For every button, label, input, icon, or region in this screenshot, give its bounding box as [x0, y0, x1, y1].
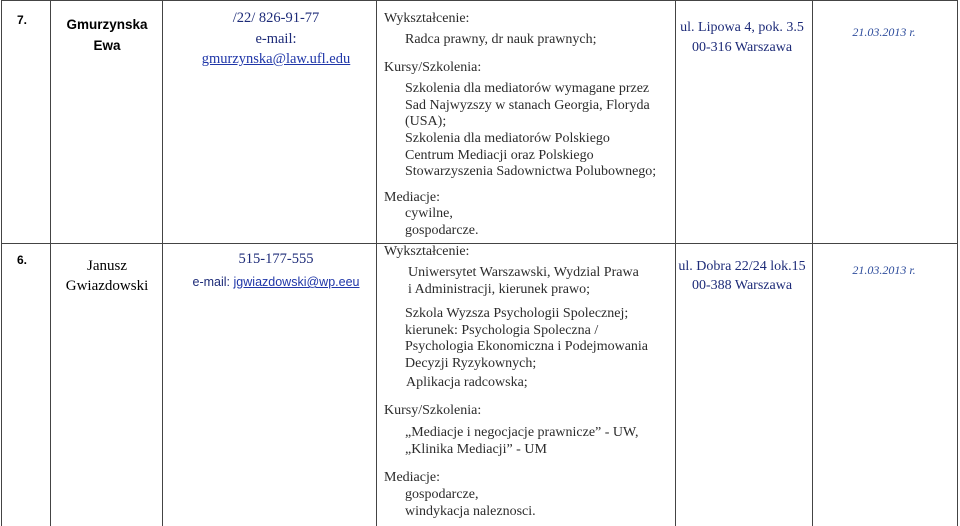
email-line — [176, 274, 376, 290]
course-line: „Klinika Mediacji” - UM — [405, 442, 547, 457]
education-line: Psychologia Ekonomiczna i Podejmowania — [405, 339, 649, 354]
street-address: ul. Lipowa 4, pok. 3.5 — [680, 20, 804, 35]
education-line: Szkola Wyzsza Psychologii Spolecznej; — [405, 306, 629, 321]
course-line: Szkolenia dla mediatorów Polskiego — [405, 131, 610, 146]
mediation-line: cywilne, — [405, 206, 453, 221]
phone-number: 515-177-555 — [238, 251, 314, 267]
education-label: Wykształcenie: — [384, 244, 470, 259]
column-divider — [376, 0, 377, 526]
first-name: Ewa — [93, 38, 121, 53]
postal-city: 00-316 Warszawa — [691, 40, 793, 55]
row-number: 7. — [17, 13, 28, 27]
first-name: Janusz — [87, 258, 127, 274]
education-line: i Administracji, kierunek prawo; — [408, 282, 590, 297]
course-line: „Mediacje i negocjacje prawnicze” - UW, — [405, 425, 639, 440]
courses-label: Kursy/Szkolenia: — [384, 60, 482, 75]
table-left-border — [1, 0, 2, 526]
mediation-line: gospodarcze, — [405, 487, 479, 502]
course-line: Szkolenia dla mediatorów wymagane przez — [405, 81, 650, 96]
education-line: Uniwersytet Warszawski, Wydzial Prawa — [408, 265, 639, 280]
phone-number: /22/ 826-91-77 — [232, 10, 320, 26]
street-address: ul. Dobra 22/24 lok.15 — [678, 259, 806, 274]
email-label: e-mail: — [192, 275, 231, 289]
mediation-label: Mediacje: — [384, 190, 440, 205]
mediation-line: gospodarcze. — [405, 223, 479, 238]
email-link[interactable]: jgwiazdowski@wp.eeu — [233, 275, 360, 289]
education-label: Wykształcenie: — [384, 11, 470, 26]
row-number: 6. — [17, 253, 28, 267]
email-link[interactable]: gmurzynska@law.ufl.edu — [201, 51, 351, 67]
education-line: Radca prawny, dr nauk prawnych; — [405, 32, 597, 47]
row-separator — [1, 243, 958, 244]
course-line: Stowarzyszenia Sadownictwa Polubownego; — [405, 164, 657, 179]
mediation-label: Mediacje: — [384, 470, 440, 485]
course-line: Sad Najwyzszy w stanach Georgia, Floryda — [405, 98, 650, 113]
postal-city: 00-388 Warszawa — [691, 278, 793, 293]
entry-date: 21.03.2013 r. — [852, 25, 916, 39]
surname: Gwiazdowski — [65, 278, 149, 294]
courses-label: Kursy/Szkolenia: — [384, 403, 482, 418]
mediation-line: windykacja naleznosci. — [405, 504, 536, 519]
table-right-border — [957, 0, 958, 526]
surname: Gmurzynska — [66, 17, 148, 32]
entry-date: 21.03.2013 r. — [852, 263, 916, 277]
table-top-border — [1, 0, 958, 1]
course-line: Centrum Mediacji oraz Polskiego — [405, 148, 594, 163]
course-line: (USA); — [405, 114, 447, 129]
education-line: Aplikacja radcowska; — [406, 375, 528, 390]
email-label: e-mail: — [255, 31, 297, 47]
education-line: kierunek: Psychologia Spoleczna / — [405, 323, 599, 338]
education-line: Decyzji Ryzykownych; — [405, 356, 537, 371]
